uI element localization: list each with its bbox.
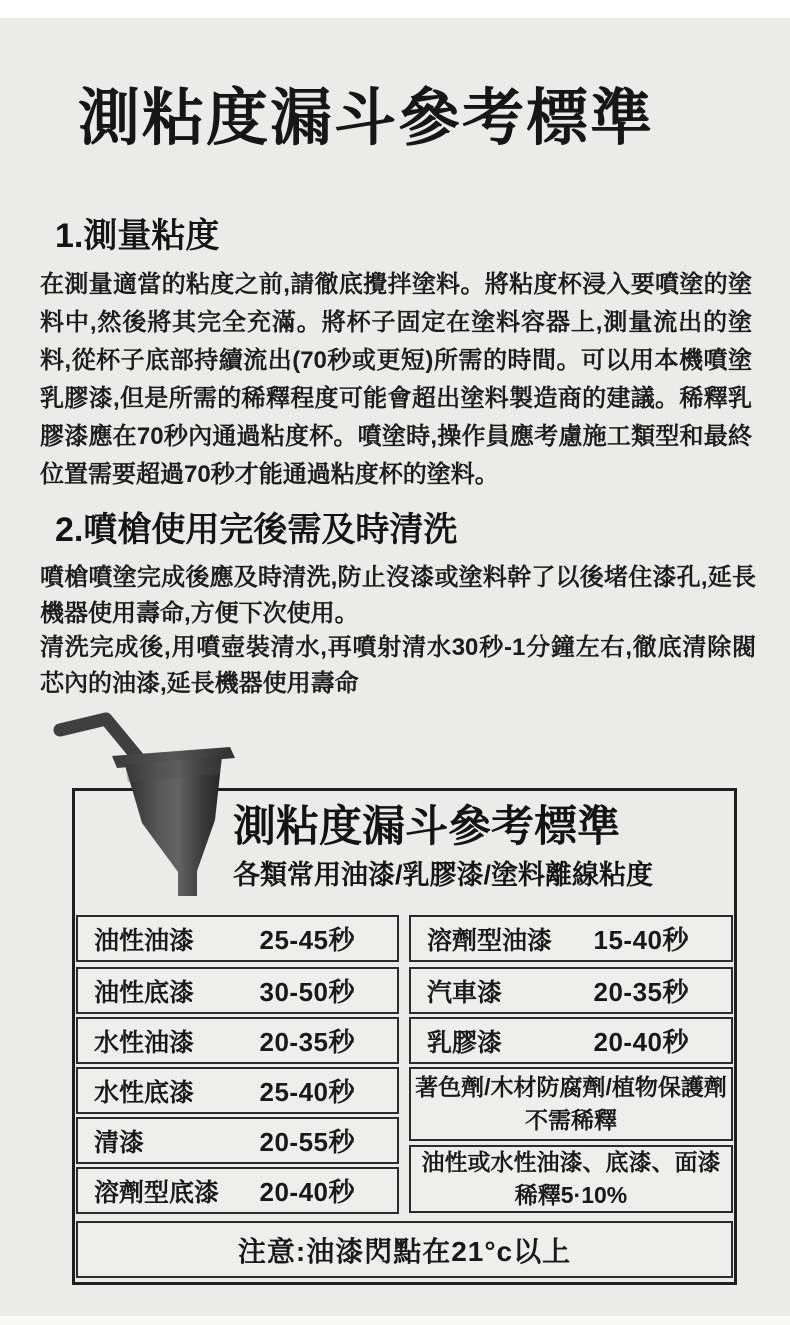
row-label: 水性底漆 (94, 1078, 195, 1107)
table-subtitle: 各類常用油漆/乳膠漆/塗料離線粘度 (233, 860, 654, 890)
row-label: 溶劑型底漆 (94, 1178, 220, 1207)
block-line: 不需稀釋 (525, 1107, 617, 1133)
funnel-shape (60, 719, 235, 896)
table-row-varnish (76, 1117, 399, 1164)
section-1-paragraph: 在測量適當的粘度之前,請徹底攪拌塗料。將粘度杯浸入要噴塗的塗料中,然後將其完全充滿。將杯子固定在塗料容器上,測量流出的塗料,從杯子底部持續流出(70秒或更短)所需的時間。可以用本機噴塗乳膠漆,但是所需的稀釋程度可能會超出塗料製造商的建議。稀釋乳膠漆應在70秒內通過粘度杯。噴塗時,操作員應考慮施工類型和最終位置需要超過70秒才能通過粘度杯的塗料。 (40, 271, 752, 488)
row-value: 20-35秒 (259, 1027, 355, 1057)
block-line: 稀釋5·10% (514, 1182, 628, 1208)
row-label: 油性油漆 (94, 926, 195, 955)
section-2-paragraph-2: 清洗完成後,用噴壺裝清水,再噴射清水30秒-1分鐘左右,徹底清除閥芯內的油漆,延長機器使用壽命 (40, 634, 756, 697)
row-label: 清漆 (94, 1128, 145, 1157)
row-value: 20-40秒 (593, 1027, 689, 1057)
row-value: 20-40秒 (259, 1177, 355, 1207)
row-label: 溶劑型油漆 (427, 926, 553, 955)
table-block-no-dilution (409, 1067, 733, 1141)
row-value: 25-40秒 (259, 1077, 355, 1107)
row-value: 20-55秒 (259, 1127, 355, 1157)
row-label: 汽車漆 (427, 978, 503, 1007)
row-value: 15-40秒 (593, 925, 689, 955)
table-row-solvent-paint (409, 915, 733, 962)
row-label: 水性油漆 (94, 1028, 195, 1057)
section-2-heading: 2.噴槍使用完後需及時清洗 (55, 511, 458, 549)
block-line: 著色劑/木材防腐劑/植物保護劑 (415, 1074, 727, 1100)
row-value: 20-35秒 (593, 977, 689, 1007)
row-label: 乳膠漆 (427, 1028, 503, 1057)
table-block-dilution-5-10 (409, 1145, 733, 1213)
table-note: 注意:油漆閃點在21°c以上 (76, 1221, 733, 1278)
section-2-paragraph-1: 噴槍噴塗完成後應及時清洗,防止沒漆或塗料幹了以後堵住漆孔,延長機器使用壽命,方便下次使用。 (40, 564, 756, 627)
table-row-water-primer (76, 1067, 399, 1114)
table-row-latex-paint (409, 1017, 733, 1064)
row-value: 30-50秒 (259, 977, 355, 1007)
table-row-solvent-primer (76, 1167, 399, 1214)
table-row-water-paint (76, 1017, 399, 1064)
table-row-oil-primer (76, 967, 399, 1014)
section-1-heading: 1.測量粘度 (55, 217, 220, 255)
row-label: 油性底漆 (94, 978, 195, 1007)
bottom-strip (0, 1316, 790, 1325)
funnel-icon (48, 690, 300, 930)
page-title: 測粘度漏斗參考標準 (78, 84, 655, 153)
table-title: 測粘度漏斗參考標準 (233, 803, 620, 851)
row-value: 25-45秒 (259, 925, 355, 955)
table-row-auto-paint (409, 967, 733, 1014)
block-line: 油性或水性油漆、底漆、面漆 (421, 1149, 721, 1175)
